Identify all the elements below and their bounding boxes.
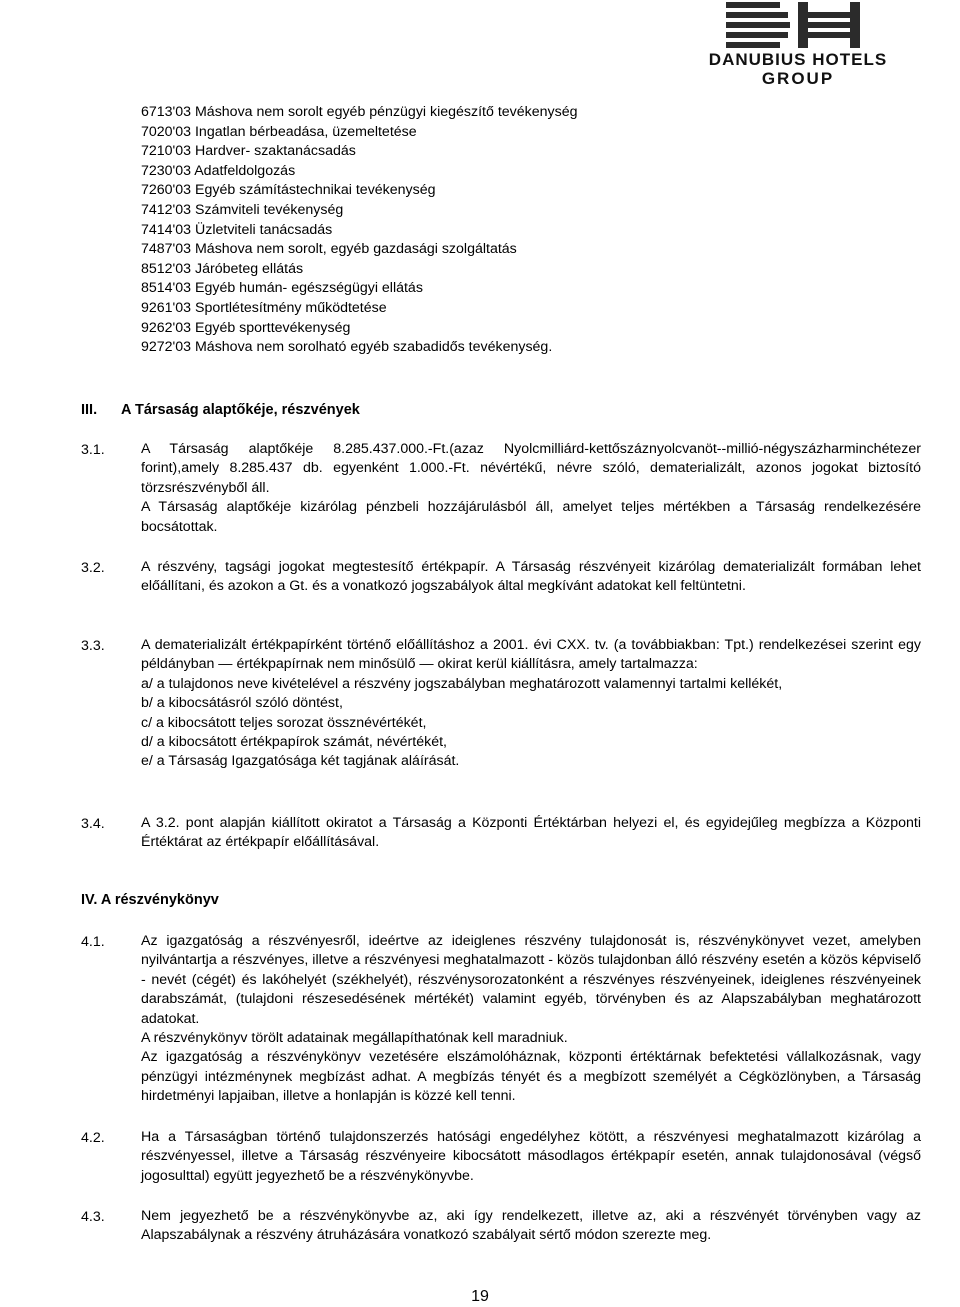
paragraph-text: A 3.2. pont alapján kiállított okiratot a Társaság a Központi Értéktárban helyezi el, és egyidejűleg megbízza a Központi Értéktárat az értékpapír előállításával. [141, 815, 921, 851]
list-item: 7020'03 Ingatlan bérbeadása, üzemeltetése [141, 123, 417, 140]
list-item: a/ a tulajdonos neve kivételével a részvény jogszabályban meghatározott valamennyi tartalmi kellékét, [141, 675, 783, 692]
list-item: 7210'03 Hardver- szaktanácsadás [141, 143, 356, 160]
list-item: 7414'03 Üzletviteli tanácsadás [141, 221, 333, 238]
list-item: e/ a Társaság Igazgatósága két tagjának aláírását. [141, 753, 460, 770]
section-number: III. [81, 402, 98, 418]
list-item: 7412'03 Számviteli tevékenység [141, 201, 344, 218]
paragraph-text: Az igazgatóság a részvényesről, ideértve az ideiglenes részvény tulajdonosát is, részvénykönyvet vezet, amelyben nyilvántartja a részvényes, illetve a részvényesi meghatalmazott - közös tulajdonban álló részvény esetén a közös képviselő - nevét (cégét) és lakóhelyét (székhelyét), részvénysorozatonként a részvényes részvényeinek, ideiglenes részvényeinek darabszámát, (tulajdoni részesedésének mértékét) valamint egyéb, törvényben és az Alapszabályban meghatározott adatokat. [141, 933, 921, 1027]
paragraph-3-2 [141, 558, 921, 597]
paragraph-text: Az igazgatóság a részvénykönyv vezetésére elszámolóháznak, központi értéktárnak befektetési vállalkozásnak, vagy pénzügyi intézménynek megbízást adhat. A megbízás tényét és a megbízott személyét a Cégközlönyben, a Társaság hirdetményi lapjaiban, illetve a honlapján is közzé kell tenni. [141, 1049, 921, 1105]
paragraph-text: Ha a Társaságban történő tulajdonszerzés hatósági engedélyhez kötött, a részvényesi meghatalmazott kizárólag a részvényessel, illetve a Társaság részvényeire kibocsátott másodlagos értékpapír esetén, annak tulajdonosával (végső jogosulttal) együtt jegyezhető be a részvénykönyvbe. [141, 1129, 921, 1184]
activity-code-list [141, 103, 578, 358]
paragraph-text: A Társaság alaptőkéje 8.285.437.000.-Ft.(azaz Nyolcmilliárd-kettőszáznyolcvanöt--millió-négyszázharminchétezer forint),amely 8.285.437 db. egyenként 1.000.-Ft. névértékű, névre szóló, dematerializált, azonos jogokat biztosító törzsrészvényből áll. [141, 441, 921, 496]
list-item: 7260'03 Egyéb számítástechnikai tevékenység [141, 182, 436, 199]
list-item: c/ a kibocsátott teljes sorozat össznévértékét, [141, 714, 427, 731]
paragraph-number: 3.2. [81, 560, 105, 576]
paragraph-number: 4.1. [81, 934, 105, 950]
list-item: d/ a kibocsátott értékpapírok számát, névértékét, [141, 734, 447, 751]
page-number: 19 [471, 1288, 489, 1305]
list-item: 8514'03 Egyéb humán- egészségügyi ellátás [141, 280, 423, 297]
list-item: 6713'03 Máshova nem sorolt egyéb pénzügyi kiegészítő tevékenység [141, 104, 578, 120]
paragraph-number: 3.1. [81, 442, 105, 458]
brand-name: DANUBIUS HOTELS [708, 50, 888, 69]
section-title: A Társaság alaptőkéje, részvények [121, 402, 360, 418]
list-item: 7487'03 Máshova nem sorolt, egyéb gazdasági szolgáltatás [141, 241, 517, 258]
paragraph-4-2 [141, 1128, 921, 1186]
list-item: 9272'03 Máshova nem sorolható egyéb szabadidős tevékenység. [141, 339, 553, 356]
paragraph-number: 4.2. [81, 1130, 105, 1146]
paragraph-3-4 [141, 814, 921, 853]
paragraph-number: 3.4. [81, 816, 105, 832]
list-item: 7230'03 Adatfeldolgozás [141, 162, 296, 179]
company-logo [636, 0, 960, 90]
paragraph-number: 3.3. [81, 638, 105, 654]
paragraph-3-1 [141, 440, 921, 537]
section-title: IV. A részvénykönyv [81, 892, 219, 908]
paragraph-text: A részvénykönyv törölt adatainak megállapíthatónak kell maradniuk. [141, 1030, 568, 1047]
paragraph-3-3 [141, 636, 921, 772]
paragraph-4-1 [141, 932, 921, 1107]
list-item: 9262'03 Egyéb sporttevékenység [141, 319, 351, 336]
paragraph-4-3 [141, 1207, 921, 1246]
list-item: 9261'03 Sportlétesítmény működtetése [141, 299, 387, 316]
paragraph-text: A Társaság alaptőkéje kizárólag pénzbeli hozzájárulásból áll, amelyet teljes mértékben a Társaság rendelkezésére bocsátottak. [141, 499, 921, 535]
list-item: b/ a kibocsátásról szóló döntést, [141, 695, 343, 712]
list-item: 8512'03 Járóbeteg ellátás [141, 260, 304, 277]
brand-subtitle: GROUP [761, 69, 835, 88]
paragraph-number: 4.3. [81, 1209, 105, 1225]
paragraph-text: A dematerializált értékpapírként történő előállításhoz a 2001. évi CXX. tv. (a továbbiakban: Tpt.) rendelkezései szerint egy példányban — értékpapírnak nem minősülő — okirat kerül kiállításra, amely tartalmazza: [141, 637, 921, 673]
danubius-dh-emblem-icon [718, 0, 878, 48]
paragraph-text: Nem jegyezhető be a részvénykönyvbe az, aki így rendelkezett, illetve az, aki a részvényét törvényben vagy az Alapszabálynak a részvény átruházására vonatkozó szabályait sértő módon szerezte meg. [141, 1208, 921, 1244]
paragraph-text: A részvény, tagsági jogokat megtestesítő értékpapír. A Társaság részvényeit kizárólag dematerializált formában lehet előállítani, és azokon a Gt. és a vonatkozó jogszabályok által megkívánt adatokat kell feltüntetni. [141, 559, 921, 595]
